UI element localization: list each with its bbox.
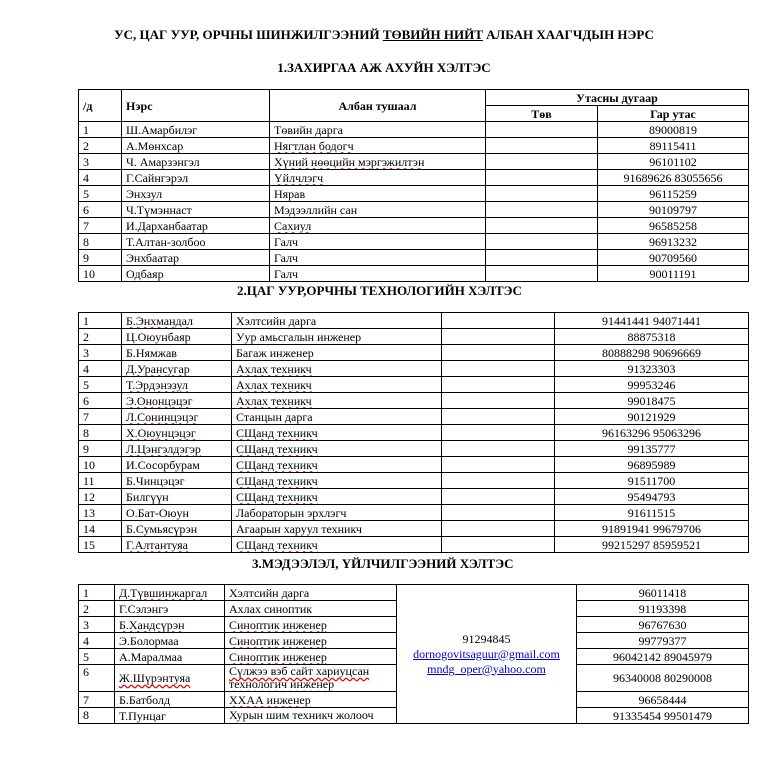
employee-name: Ц.Оюунбаяр <box>122 329 232 345</box>
position-cell <box>225 649 397 665</box>
position: Ахлах техникч <box>236 377 312 392</box>
table-row <box>79 585 749 601</box>
employee-name: А.Мөнхсар <box>122 138 270 154</box>
document-title <box>0 27 768 43</box>
position-cell <box>270 138 486 154</box>
position: Нягтлан бодогч <box>274 138 354 153</box>
mobile-phone: 99779377 <box>577 633 749 649</box>
table-row <box>79 329 749 345</box>
employee-name: Билгүүн <box>122 489 232 505</box>
employee-name: И.Сосорбурам <box>122 457 232 473</box>
table-row <box>79 441 749 457</box>
row-number: 9 <box>79 250 122 266</box>
row-number: 4 <box>79 633 115 649</box>
row-number: 7 <box>79 218 122 234</box>
office-phone <box>442 537 555 553</box>
mobile-phone: 80888298 90696669 <box>555 345 749 361</box>
mobile-phone: 96115259 <box>598 186 749 202</box>
position: Агаарын харуул техникч <box>232 521 442 537</box>
position: Сүлжээ вэб сайт хариуцсан технологич инженер <box>229 664 370 691</box>
row-number: 9 <box>79 441 122 457</box>
position-cell <box>225 692 397 708</box>
employee-name: Ж.Шүрэнтуяа <box>119 671 191 685</box>
office-phone <box>486 138 598 154</box>
position-cell <box>225 633 397 649</box>
row-number: 8 <box>79 234 122 250</box>
row-number: 15 <box>79 537 122 553</box>
row-number: 6 <box>79 393 122 409</box>
office-phone <box>486 218 598 234</box>
table-row <box>79 537 749 553</box>
position: Хэлтсийн дарга <box>232 313 442 329</box>
header-num: /д <box>79 90 122 122</box>
row-number: 5 <box>79 649 115 665</box>
mobile-phone: 89115411 <box>598 138 749 154</box>
mobile-phone: 99953246 <box>555 377 749 393</box>
position-cell <box>225 617 397 633</box>
table-row <box>79 393 749 409</box>
table-row <box>79 154 749 170</box>
position-cell <box>270 170 486 186</box>
section2-title: 2.ЦАГ УУР,ОРЧНЫ ТЕХНОЛОГИЙН ХЭЛТЭС <box>237 283 522 298</box>
mobile-phone: 91441441 94071441 <box>555 313 749 329</box>
office-phone <box>442 361 555 377</box>
row-number: 10 <box>79 266 122 282</box>
employee-name: Х.Оюунцэцэг <box>126 425 196 440</box>
table-row <box>79 473 749 489</box>
office-phone <box>442 393 555 409</box>
mobile-phone: 99135777 <box>555 441 749 457</box>
row-number: 3 <box>79 345 122 361</box>
position: Нярав <box>270 186 486 202</box>
title-prefix: УС, ЦАГ УУР, ОРЧНЫ ШИНЖИЛГЭЭНИЙ <box>114 27 383 42</box>
office-phone <box>486 122 598 138</box>
mobile-phone: 96913232 <box>598 234 749 250</box>
mobile-phone: 90109797 <box>598 202 749 218</box>
position-cell <box>232 489 442 505</box>
office-phone <box>486 170 598 186</box>
row-number: 1 <box>79 122 122 138</box>
row-number: 7 <box>79 409 122 425</box>
office-phone <box>442 441 555 457</box>
table-row <box>79 489 749 505</box>
name-cell <box>122 409 232 425</box>
table-row <box>79 250 749 266</box>
mobile-phone: 96011418 <box>577 585 749 601</box>
position: Синоптик инженер <box>229 617 327 632</box>
office-phone <box>442 473 555 489</box>
name-cell <box>122 441 232 457</box>
position: Багаж инженер <box>232 345 442 361</box>
name-cell <box>122 425 232 441</box>
row-number: 5 <box>79 377 122 393</box>
position: Мэдээллийн сан <box>270 202 486 218</box>
employee-name: Т.Алтан-золбоо <box>122 234 270 250</box>
office-phone <box>486 154 598 170</box>
title-underlined: ТӨВИЙН НИЙТ <box>382 27 483 42</box>
position-cell <box>232 377 442 393</box>
employee-name: Б.Хандсүрэн <box>119 617 185 632</box>
office-phone <box>486 234 598 250</box>
office-phone <box>442 377 555 393</box>
name-cell <box>122 377 232 393</box>
position: Уур амьсгалын инженер <box>232 329 442 345</box>
mobile-phone: 91193398 <box>577 601 749 617</box>
position-cell <box>232 393 442 409</box>
position: Хэлтсийн дарга <box>225 585 397 601</box>
employee-name: Э.Болормаа <box>115 633 225 649</box>
employee-name: Т.Пунцаг <box>115 708 225 724</box>
row-number: 12 <box>79 489 122 505</box>
name-cell <box>122 361 232 377</box>
mobile-phone: 99018475 <box>555 393 749 409</box>
name-cell <box>122 393 232 409</box>
position-cell <box>232 537 442 553</box>
row-number: 1 <box>79 585 115 601</box>
position: Хурын шим техникч жолооч <box>225 708 397 724</box>
row-number: 4 <box>79 170 122 186</box>
table-row <box>79 521 749 537</box>
name-cell <box>115 585 225 601</box>
employee-name: Энхбаатар <box>122 250 270 266</box>
section3-table <box>78 584 749 724</box>
position-cell <box>232 457 442 473</box>
office-phone <box>442 313 555 329</box>
table-row <box>79 186 749 202</box>
position: Лабораторын эрхлэгч <box>232 505 442 521</box>
employee-name: Б.Энхмандал <box>126 313 194 328</box>
position: ХХАА инженер <box>229 692 311 707</box>
employee-name: А.Маралмаа <box>115 649 225 665</box>
mobile-phone: 96658444 <box>577 692 749 708</box>
employee-name: Б.Нямжав <box>122 345 232 361</box>
position: Галч <box>270 234 486 250</box>
row-number: 7 <box>79 692 115 708</box>
position: СЩанд техникч <box>236 489 318 504</box>
position: Ахлах техникч <box>236 361 312 376</box>
table-row <box>79 122 749 138</box>
mobile-phone: 96101102 <box>598 154 749 170</box>
mobile-phone: 90709560 <box>598 250 749 266</box>
office-phone <box>442 345 555 361</box>
employee-name: Г.Алтантуяа <box>126 537 189 552</box>
position: СЩанд техникч <box>236 441 318 456</box>
mobile-phone: 91611515 <box>555 505 749 521</box>
row-number: 5 <box>79 186 122 202</box>
mobile-phone: 91689626 83055656 <box>598 170 749 186</box>
table-row <box>79 138 749 154</box>
mobile-phone: 90011191 <box>598 266 749 282</box>
mobile-phone: 96163296 95063296 <box>555 425 749 441</box>
table-row <box>79 234 749 250</box>
row-number: 3 <box>79 617 115 633</box>
mobile-phone: 96340008 80290008 <box>577 665 749 692</box>
name-cell <box>122 313 232 329</box>
table-row <box>79 425 749 441</box>
position: СЩанд техникч <box>236 473 318 488</box>
header-mobile: Гар утас <box>598 106 749 122</box>
employee-name: Одбаяр <box>122 266 270 282</box>
office-phone <box>442 329 555 345</box>
employee-name: Ч.Түмэннаст <box>122 202 270 218</box>
position-cell <box>232 425 442 441</box>
position: Станцын дарга <box>232 409 442 425</box>
employee-name: Б.Чинцэцэг <box>122 473 232 489</box>
position: Галч <box>270 250 486 266</box>
table-row <box>79 202 749 218</box>
employee-name: Ш.Амарбилэг <box>122 122 270 138</box>
employee-name: Б.Сумьясүрэн <box>122 521 232 537</box>
header-office: Төв <box>486 106 598 122</box>
name-cell <box>115 617 225 633</box>
employee-name: О.Бат-Оюун <box>122 505 232 521</box>
employee-name: Г.Сэлэнгэ <box>115 601 225 617</box>
position-cell <box>225 665 397 692</box>
office-phone <box>486 266 598 282</box>
mobile-phone: 90121929 <box>555 409 749 425</box>
section1-title: 1.ЗАХИРГАА АЖ АХУЙН ХЭЛТЭС <box>277 60 491 75</box>
mobile-phone: 88875318 <box>555 329 749 345</box>
mobile-phone: 96042142 89045979 <box>577 649 749 665</box>
office-phone <box>442 457 555 473</box>
employee-name: Б.Батболд <box>115 692 225 708</box>
position: Сахиул <box>274 218 312 233</box>
section2-table <box>78 312 749 553</box>
section3-title: 3.МЭДЭЭЛЭЛ, ҮЙЛЧИЛГЭЭНИЙ ХЭЛТЭС <box>252 556 514 571</box>
row-number: 6 <box>79 202 122 218</box>
mobile-phone: 99215297 85959521 <box>555 537 749 553</box>
position: Синоптик инженер <box>229 649 327 664</box>
row-number: 2 <box>79 601 115 617</box>
row-number: 2 <box>79 329 122 345</box>
row-number: 8 <box>79 425 122 441</box>
row-number: 11 <box>79 473 122 489</box>
employee-name: Д.Түвшинжаргал <box>119 585 208 600</box>
table-row <box>79 266 749 282</box>
position: Хүний нөөцийн мэргэжилтэн <box>274 154 425 169</box>
position-cell <box>270 218 486 234</box>
position: СЩанд техникч <box>236 457 318 472</box>
position: Ахлах синоптик <box>225 601 397 617</box>
row-number: 10 <box>79 457 122 473</box>
row-number: 4 <box>79 361 122 377</box>
table-row <box>79 377 749 393</box>
title-suffix: АЛБАН ХААГЧДЫН НЭРС <box>482 27 654 42</box>
mobile-phone: 95494793 <box>555 489 749 505</box>
employee-name: Т.Эрдэнэзул <box>126 377 188 392</box>
row-number: 14 <box>79 521 122 537</box>
employee-name: И.Дарханбаатар <box>122 218 270 234</box>
office-phone <box>486 202 598 218</box>
position: СЩанд техникч <box>236 537 318 552</box>
row-number: 3 <box>79 154 122 170</box>
name-cell <box>115 665 225 692</box>
table-row <box>79 361 749 377</box>
office-phone <box>442 521 555 537</box>
position: Үйлчлэгч <box>274 170 324 185</box>
row-number: 6 <box>79 665 115 692</box>
office-phone <box>442 505 555 521</box>
row-number: 8 <box>79 708 115 724</box>
row-number: 13 <box>79 505 122 521</box>
office-phone <box>486 250 598 266</box>
table-row <box>79 457 749 473</box>
table-row <box>79 313 749 329</box>
position-cell <box>232 361 442 377</box>
mobile-phone: 91891941 99679706 <box>555 521 749 537</box>
position-cell <box>232 441 442 457</box>
mobile-phone: 96895989 <box>555 457 749 473</box>
office-phone <box>442 409 555 425</box>
employee-name: Г.Сайнгэрэл <box>122 170 270 186</box>
mobile-phone: 96767630 <box>577 617 749 633</box>
header-name: Нэрс <box>122 90 270 122</box>
office-phone <box>486 186 598 202</box>
table-row <box>79 218 749 234</box>
mobile-phone: 96585258 <box>598 218 749 234</box>
employee-name: Л.Сонинцэцэг <box>126 409 199 424</box>
row-number: 1 <box>79 313 122 329</box>
row-number: 2 <box>79 138 122 154</box>
mobile-phone: 91335454 99501479 <box>577 708 749 724</box>
name-cell <box>122 537 232 553</box>
position: Галч <box>270 266 486 282</box>
position: Төвийн дарга <box>270 122 486 138</box>
table-row <box>79 170 749 186</box>
section1-table <box>78 89 749 282</box>
employee-name: Л.Цэнгэлдэгэр <box>126 441 201 456</box>
employee-name: Э.Ононцэцэг <box>126 393 193 408</box>
table-row <box>79 345 749 361</box>
email-link[interactable]: mndg_oper@yahoo.com <box>427 661 546 676</box>
position-cell <box>232 473 442 489</box>
table-row <box>79 409 749 425</box>
header-phones: Утасны дугаар <box>486 90 749 106</box>
mobile-phone: 91323303 <box>555 361 749 377</box>
employee-name: Энхзул <box>122 186 270 202</box>
position: Ахлах техникч <box>236 393 312 408</box>
office-phone <box>442 489 555 505</box>
position: СЩанд техникч <box>236 425 318 440</box>
email-link[interactable]: dornogovitsaguur@gmail.com <box>413 646 560 661</box>
position-cell <box>270 154 486 170</box>
contact-cell <box>397 585 577 724</box>
employee-name: Д.Урансугар <box>126 361 190 376</box>
table-row <box>79 505 749 521</box>
header-position: Албан тушаал <box>270 90 486 122</box>
office-phone <box>442 425 555 441</box>
mobile-phone: 89000819 <box>598 122 749 138</box>
employee-name: Ч. Амарзэнгэл <box>122 154 270 170</box>
mobile-phone: 91511700 <box>555 473 749 489</box>
contact-phone: 91294845 <box>462 631 511 646</box>
position: Синоптик инженер <box>229 633 327 648</box>
